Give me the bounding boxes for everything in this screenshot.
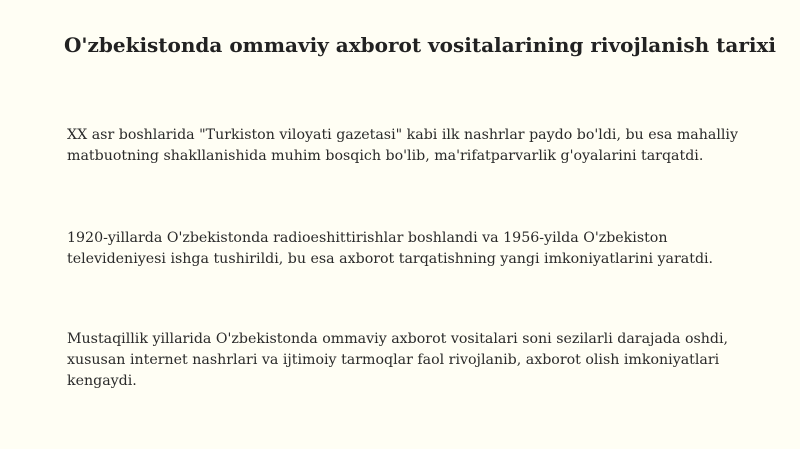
paragraph-press-history: XX asr boshlarida "Turkiston viloyati gazetasi" kabi ilk nashrlar paydo bo'ldi, bu esa mahalliy matbuotning shakllanishida muhim bosqich bo'lib, ma'rifatparvarlik g'oyalarini tarqatdi. bbox=[67, 127, 738, 164]
slide-title: O'zbekistonda ommaviy axborot vositalarining rivojlanish tarixi bbox=[63, 33, 777, 57]
paragraph-radio-tv-history: 1920-yillarda O'zbekistonda radioeshittirishlar boshlandi va 1956-yilda O'zbekiston televideniyesi ishga tushirildi, bu esa axborot tarqatishning yangi imkoniyatlarini yaratdi. bbox=[67, 230, 714, 267]
paragraph-independence-media: Mustaqillik yillarida O'zbekistonda ommaviy axborot vositalari soni sezilarli darajada oshdi, xususan internet nashrlari va ijtimoiy tarmoqlar faol rivojlanib, axborot olish imkoniyatlari kengaydi. bbox=[67, 331, 729, 389]
